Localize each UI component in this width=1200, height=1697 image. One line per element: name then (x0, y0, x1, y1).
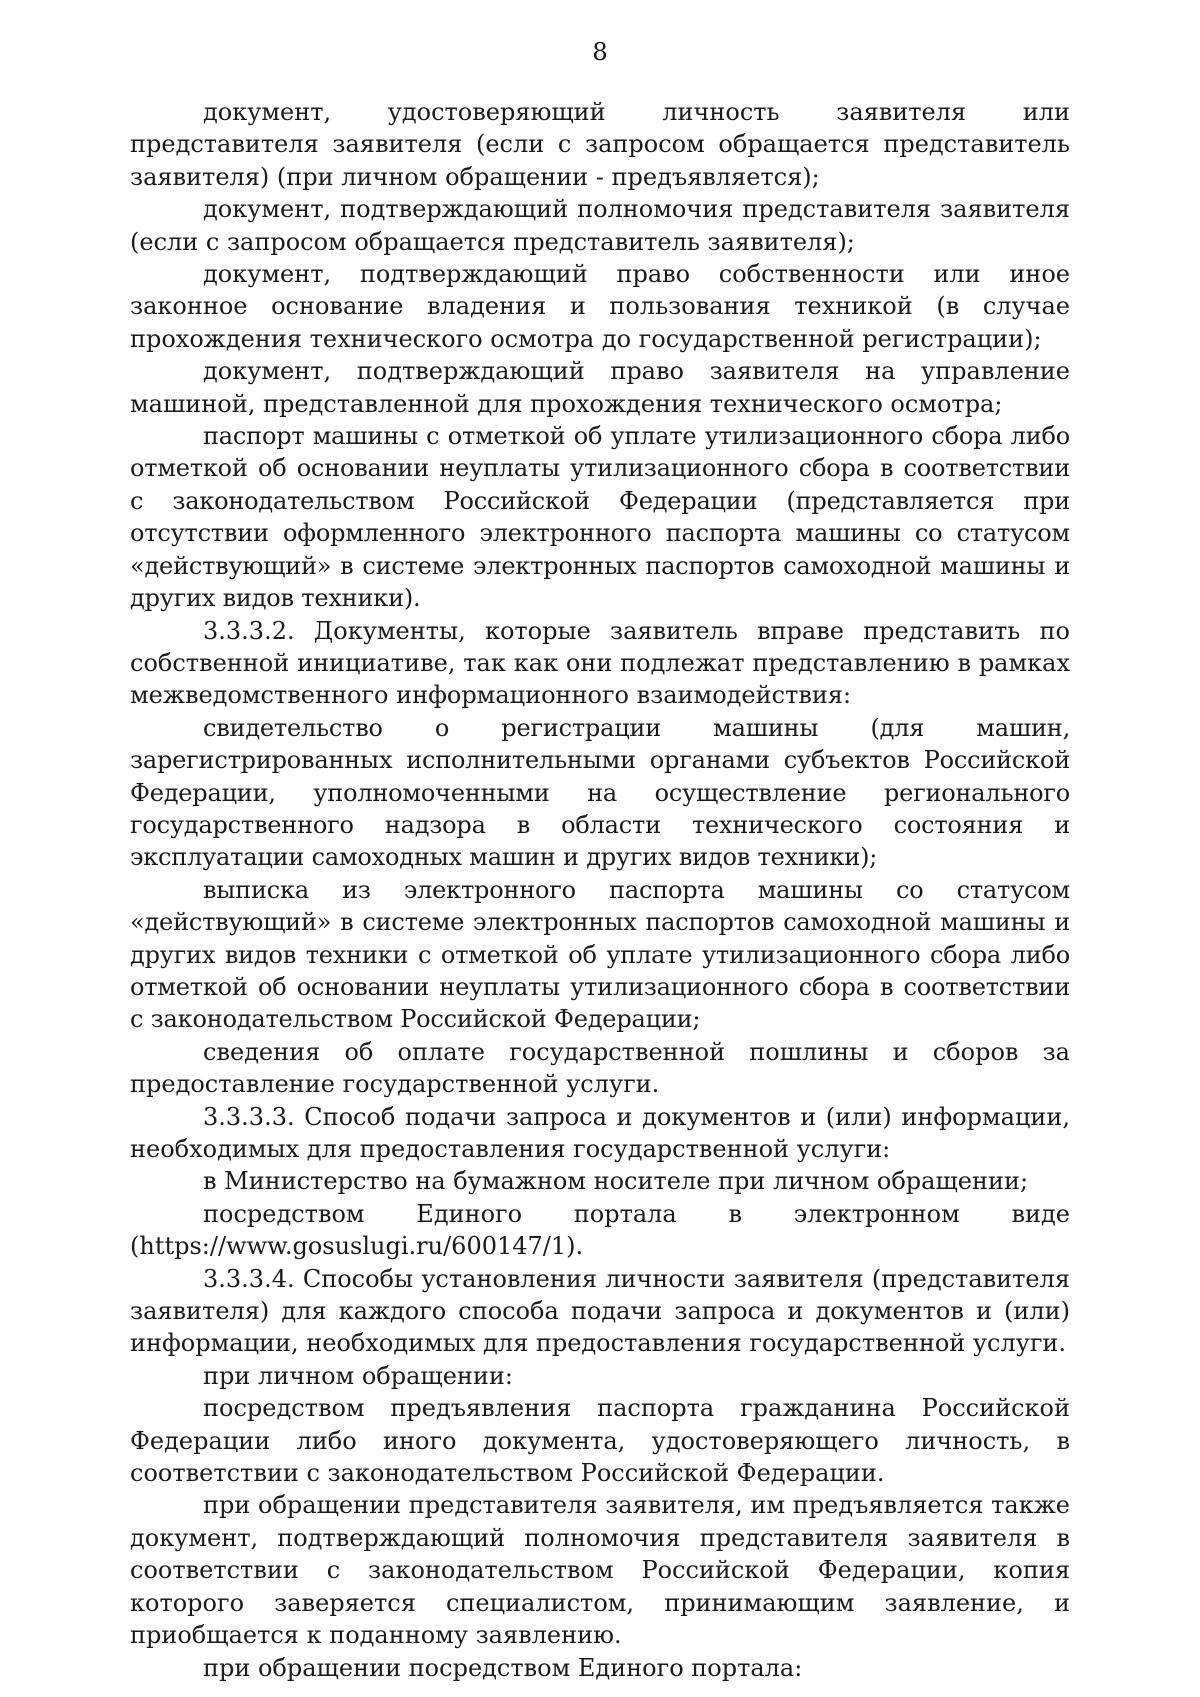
page-number: 8 (592, 38, 608, 66)
paragraph: документ, подтверждающий полномочия представителя заявителя (если с запросом обращается представитель заявителя); (130, 195, 1070, 256)
document-body (130, 96, 1070, 1684)
paragraph: при обращении представителя заявителя, им предъявляется также документ, подтверждающий полномочия представителя заявителя в соответствии с законодательством Российской Федерации, копия которого заверяется специалистом, принимающим заявление, и приобщается к поданному заявлению. (130, 1491, 1070, 1650)
paragraph: 3.3.3.2. Документы, которые заявитель вправе представить по собственной инициативе, так как они подлежат представлению в рамках межведомственного информационного взаимодействия: (130, 616, 1070, 710)
paragraph: документ, удостоверяющий личность заявителя или представителя заявителя (если с запросом обращается представитель заявителя) (при личном обращении - предъявляется); (130, 98, 1070, 191)
paragraph: выписка из электронного паспорта машины со статусом «действующий» в системе электронных паспортов самоходной машины и других видов техники с отметкой об уплате утилизационного сбора либо отметкой об основании неуплаты утилизационного сбора в соответствии с законодательством Российской Федерации; (130, 875, 1070, 1034)
paragraph: паспорт машины с отметкой об уплате утилизационного сбора либо отметкой об основании неуплаты утилизационного сбора в соответствии с законодательством Российской Федерации (представляется при отсутствии оформленного электронного паспорта машины со статусом «действующий» в системе электронных паспортов самоходной машины и других видов техники). (130, 422, 1070, 613)
paragraph: свидетельство о регистрации машины (для машин, зарегистрированных исполнительными органами субъектов Российской Федерации, уполномоченными на осуществление регионального государственного надзора в области технического состояния и эксплуатации самоходных машин и других видов техники); (130, 713, 1070, 872)
paragraph: 3.3.3.4. Способы установления личности заявителя (представителя заявителя) для каждого способа подачи запроса и документов и (или) информации, необходимых для предоставления государственной услуги. (130, 1264, 1070, 1358)
paragraph: посредством Единого портала в электронном виде (https://www.gosuslugi.ru/600147/1). (130, 1199, 1070, 1261)
paragraph: в Министерство на бумажном носителе при личном обращении; (203, 1167, 1029, 1196)
paragraph: при обращении посредством Единого портала: (203, 1653, 803, 1682)
paragraph: документ, подтверждающий право собственности или иное законное основание владения и пользования техникой (в случае прохождения технического осмотра до государственной регистрации); (130, 260, 1070, 353)
paragraph: 3.3.3.3. Способ подачи запроса и документов и (или) информации, необходимых для предоставления государственной услуги: (130, 1102, 1070, 1163)
paragraph: сведения об оплате государственной пошлины и сборов за предоставление государственной услуги. (130, 1037, 1070, 1099)
paragraph: посредством предъявления паспорта гражданина Российской Федерации либо иного документа, удостоверяющего личность, в соответствии с законодательством Российской Федерации. (130, 1394, 1070, 1488)
paragraph: при личном обращении: (203, 1361, 513, 1390)
paragraph: документ, подтверждающий право заявителя на управление машиной, представленной для прохождения технического осмотра; (130, 357, 1070, 418)
